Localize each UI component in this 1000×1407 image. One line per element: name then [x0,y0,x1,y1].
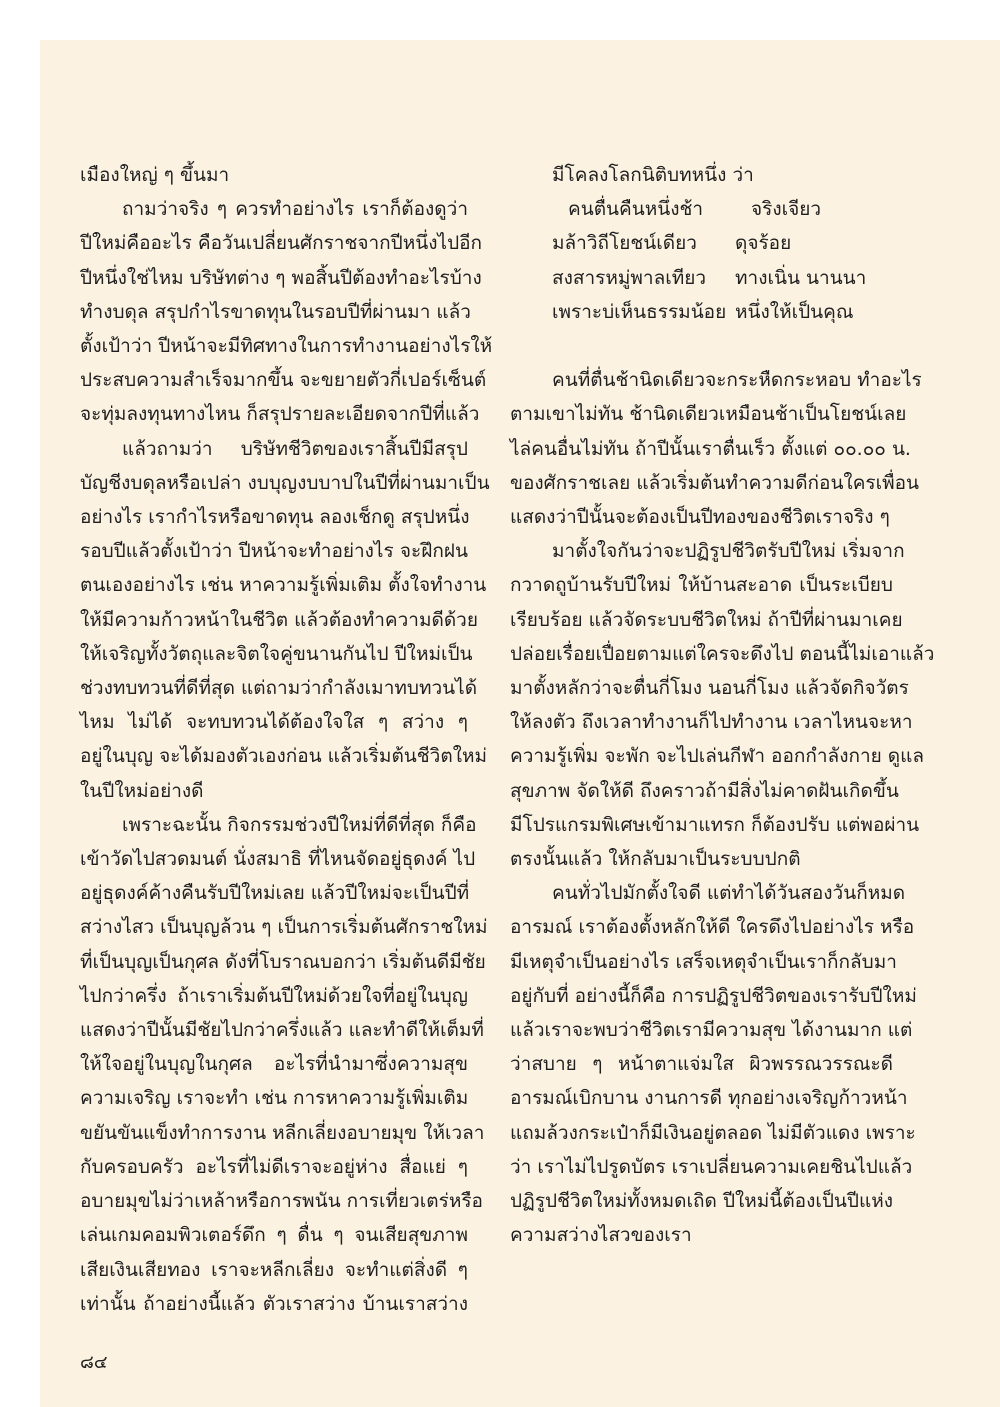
text-line: ว่า เราไม่ไปรูดบัตร เราเปลี่ยนความเคยชินไปแล้ว [510,1155,913,1178]
text-line: อบายมุขไม่ว่าเหล้าหรือการพนัน การเที่ยวเตร่หรือ [80,1190,483,1213]
text-line: มาตั้งใจกันว่าจะปฏิรูปชีวิตรับปีใหม่ เริ่มจาก [552,540,905,563]
text-line: จะทุ่มลงทุนทางไหน ก็สรุปรายละเอียดจากปีที่แล้ว [80,403,480,426]
text-line: เท่านั้น ถ้าอย่างนี้แล้ว ตัวเราสว่าง บ้านเราสว่าง [80,1292,468,1315]
text-line: ความรู้เพิ่ม จะพัก จะไปเล่นกีฬา ออกกำลังกาย ดูแล [510,745,925,768]
text-line: ปล่อยเรื่อยเปื่อยตามแต่ใครจะดึงไป ตอนนี้ไม่เอาแล้ว [510,642,935,665]
verse-first-half: มล้าวิถีโยชน์เดียว [552,232,697,255]
text-line: ช่วงทบทวนที่ดีที่สุด แต่ถามว่ากำลังเมาทบทวนได้ [80,677,478,700]
verse-first-half: คนตื่นคืนหนึ่งช้า [568,198,704,221]
text-line: ให้มีความก้าวหน้าในชีวิต แล้วต้องทำความดีด้วย [80,608,478,631]
text-line: คนที่ตื่นช้านิดเดียวจะกระหืดกระหอบ ทำอะไร [552,369,922,392]
text-line: แล้วเราจะพบว่าชีวิตเรามีความสุข ได้งานมาก แต่ [510,1019,913,1042]
page-number: ๘๔ [80,1352,108,1373]
text-line: มาตั้งหลักว่าจะตื่นกี่โมง นอนกี่โมง แล้วจัดกิจวัตร [510,677,909,700]
text-line: อยู่กับที่ อย่างนี้ก็คือ การปฏิรูปชีวิตของเรารับปีใหม่ [510,984,917,1007]
text-line: เพราะฉะนั้น กิจกรรมช่วงปีใหม่ที่ดีที่สุด ก็คือ [122,813,477,836]
text-line: ว่าสบาย ๆ หน้าตาแจ่มใส ผิวพรรณวรรณะดี [510,1053,893,1076]
right-body-text [510,363,935,1252]
left-text-column [80,158,493,1321]
text-line: ของศักราชเลย แล้วเริ่มต้นทำความดีก่อนใครเพื่อน [510,471,920,494]
text-line: ประสบความสำเร็จมากขึ้น จะขยายตัวกี่เปอร์เซ็นต์ [80,369,487,392]
text-line: กับครอบครัว อะไรที่ไม่ดีเราจะอยู่ห่าง สื่อแย่ ๆ [80,1155,468,1178]
text-line: ทำงบดุล สรุปกำไรขาดทุนในรอบปีที่ผ่านมา แล้ว [80,300,471,323]
verse-first-half: สงสารหมู่พาลเทียว [552,266,707,289]
text-line: เรียบร้อย แล้วจัดระบบชีวิตใหม่ ถ้าปีที่ผ่านมาเคย [510,608,903,631]
text-line: ถามว่าจริง ๆ ควรทำอย่างไร เราก็ต้องดูว่า [122,198,468,221]
text-line: ไหม ไม่ได้ จะทบทวนได้ต้องใจใส ๆ สว่าง ๆ [80,711,468,734]
text-line: แล้วถามว่า บริษัทชีวิตของเราสิ้นปีมีสรุป [122,437,468,460]
text-line: แสดงว่าปีนั้นจะต้องเป็นปีทองของชีวิตเราจริง ๆ [510,506,890,529]
text-line: ความสว่างไสวของเรา [510,1224,692,1247]
text-line: กวาดถูบ้านรับปีใหม่ ให้บ้านสะอาด เป็นระเบียบ [510,574,893,597]
text-line: ตามเขาไม่ทัน ช้านิดเดียวเหมือนช้าเป็นโยชน์เลย [510,403,907,426]
text-line: มีเหตุจำเป็นอย่างไร เสร็จเหตุจำเป็นเราก็กลับมา [510,950,897,973]
text-line: ให้เจริญทั้งวัตถุและจิตใจคู่ขนานกันไป ปีใหม่เป็น [80,642,473,665]
text-line: เข้าวัดไปสวดมนต์ นั่งสมาธิ ที่ไหนจัดอยู่ธุดงค์ ไป [80,848,476,871]
text-line: อย่างไร เรากำไรหรือขาดทุน ลองเช็กดู สรุปหนึ่ง [80,506,470,529]
verse-block [510,192,893,329]
verse-gap [510,329,893,363]
verse-line [510,226,893,260]
text-line: ไปกว่าครึ่ง ถ้าเราเริ่มต้นปีใหม่ด้วยใจที่อยู่ในบุญ [80,984,468,1007]
right-text-column [510,158,935,1252]
text-line: ให้ใจอยู่ในบุญในกุศล อะไรที่นำมาซึ่งความสุข [80,1053,468,1076]
text-line: ในปีใหม่อย่างดี [80,779,204,802]
text-line: คนทั่วไปมักตั้งใจดี แต่ทำได้วันสองวันก็หมด [552,882,906,905]
text-line: ปีใหม่คืออะไร คือวันเปลี่ยนศักราชจากปีหนึ่งไปอีก [80,232,483,255]
text-line: รอบปีแล้วตั้งเป้าว่า ปีหน้าจะทำอย่างไร จะฝึกฝน [80,540,468,563]
text-line: ขยันขันแข็งทำการงาน หลีกเลี่ยงอบายมุข ให้เวลา [80,1121,485,1144]
text-line: ที่เป็นบุญเป็นกุศล ดังที่โบราณบอกว่า เริ่มต้นดีมีชัย [80,950,486,973]
verse-second-half: ทางเนิ่น นานนา [735,266,867,289]
text-line: ให้ลงตัว ถึงเวลาทำงานก็ไปทำงาน เวลาไหนจะหา [510,711,913,734]
text-line: บัญชีงบดุลหรือเปล่า งบบุญงบบาปในปีที่ผ่านมาเป็น [80,471,490,494]
text-line: มีโปรแกรมพิเศษเข้ามาแทรก ก็ต้องปรับ แต่พอผ่าน [510,813,920,836]
text-line: ปฏิรูปชีวิตใหม่ทั้งหมดเถิด ปีใหม่นี้ต้องเป็นปีแห่ง [510,1190,893,1213]
verse-line [510,192,893,226]
text-line: เสียเงินเสียทอง เราจะหลีกเลี่ยง จะทำแต่สิ่งดี ๆ [80,1258,468,1281]
text-line: ปีหนึ่งใช่ไหม บริษัทต่าง ๆ พอสิ้นปีต้องทำอะไรบ้าง [80,266,482,289]
verse-second-half: หนึ่งให้เป็นคุณ [735,300,854,323]
verse-line [510,295,893,329]
verse-second-half: จริงเจียว [751,198,822,221]
text-line: แถมล้วงกระเป๋าก็มีเงินอยู่ตลอด ไม่มีตัวแดง เพราะ [510,1121,916,1144]
text-line: สว่างไสว เป็นบุญล้วน ๆ เป็นการเริ่มต้นศักราชใหม่ [80,916,488,939]
text-line: ตั้งเป้าว่า ปีหน้าจะมีทิศทางในการทำงานอย่างไรให้ [80,335,493,358]
verse-line [510,261,893,295]
verse-second-half: ดุจร้อย [735,232,792,255]
text-line: ตนเองอย่างไร เช่น หาความรู้เพิ่มเติม ตั้งใจทำงาน [80,574,487,597]
text-line: เล่นเกมคอมพิวเตอร์ดึก ๆ ดื่น ๆ จนเสียสุขภาพ [80,1224,468,1247]
text-line: อยู่ในบุญ จะได้มองตัวเองก่อน แล้วเริ่มต้นชีวิตใหม่ [80,745,488,768]
text-line: ความเจริญ เราจะทำ เช่น การหาความรู้เพิ่มเติม [80,1087,469,1110]
text-line: แสดงว่าปีนั้นมีชัยไปกว่าครึ่งแล้ว และทำดีให้เต็มที่ [80,1019,484,1042]
text-line: ไล่คนอื่นไม่ทัน ถ้าปีนั้นเราตื่นเร็ว ตั้งแต่ ๐๐.๐๐ น. [510,437,911,460]
text-line: อารมณ์ เราต้องตั้งหลักให้ดี ใครดึงไปอย่างไร หรือ [510,916,915,939]
text-line: อารมณ์เบิกบาน งานการดี ทุกอย่างเจริญก้าวหน้า [510,1087,908,1110]
text-line: ตรงนั้นแล้ว ให้กลับมาเป็นระบบปกติ [510,848,801,871]
text-line: สุขภาพ จัดให้ดี ถึงคราวถ้ามีสิ่งไม่คาดฝันเกิดขึ้น [510,779,899,802]
text-line: อยู่ธุดงค์ค้างคืนรับปีใหม่เลย แล้วปีใหม่จะเป็นปีที่ [80,882,470,905]
verse-first-half: เพราะบ่เห็นธรรมน้อย [552,300,727,323]
verse-intro: มีโคลงโลกนิติบทหนึ่ง ว่า [552,164,754,186]
text-line: เมืองใหญ่ ๆ ขึ้นมา [80,164,230,186]
